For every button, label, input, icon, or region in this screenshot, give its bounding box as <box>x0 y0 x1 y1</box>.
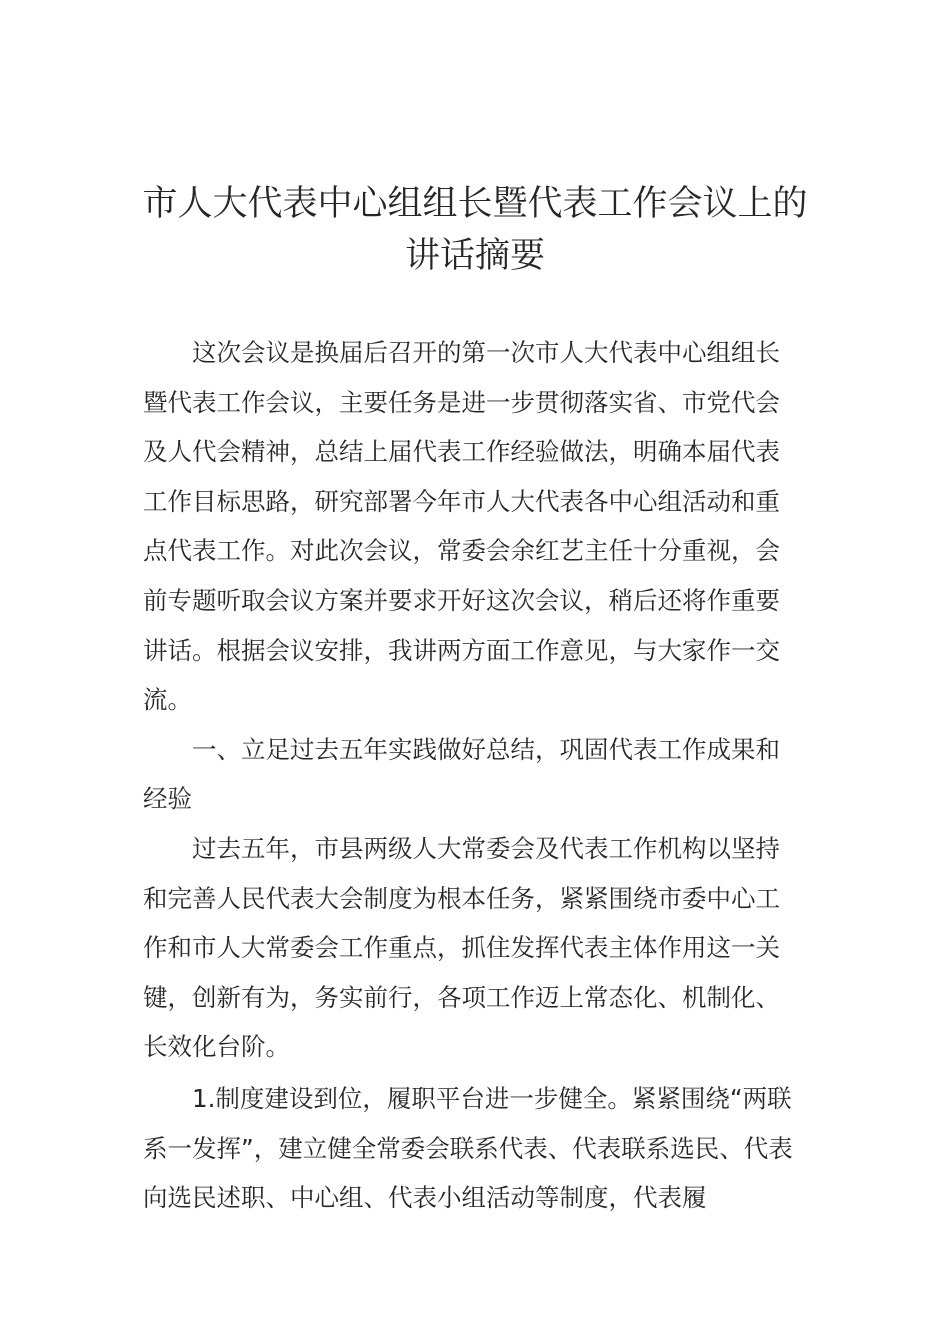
paragraph-item-1: 1.制度建设到位，履职平台进一步健全。紧紧围绕“两联系一发挥”，建立健全常委会联系代表、代表联系选民、代表向选民述职、中心组、代表小组活动等制度，代表履 <box>143 1083 793 1213</box>
document-body <box>143 328 798 1223</box>
document-title: 市人大代表中心组组长暨代表工作会议上的讲话摘要 <box>142 184 808 276</box>
paragraph-intro: 这次会议是换届后召开的第一次市人大代表中心组组长暨代表工作会议，主要任务是进一步贯彻落实省、市党代会及人代会精神，总结上届代表工作经验做法，明确本届代表工作目标思路，研究部署今年市人大代表各中心组活动和重点代表工作。对此次会议，常委会余红艺主任十分重视，会前专题听取会议方案并要求开好这次会议，稍后还将作重要讲话。根据会议安排，我讲两方面工作意见，与大家作一交流。 <box>143 338 780 715</box>
paragraph-review: 过去五年，市县两级人大常委会及代表工作机构以坚持和完善人民代表大会制度为根本任务，紧紧围绕市委中心工作和市人大常委会工作重点，抓住发挥代表主体作用这一关键，创新有为，务实前行，各项工作迈上常态化、机制化、长效化台阶。 <box>143 833 780 1062</box>
section-heading-1: 一、立足过去五年实践做好总结，巩固代表工作成果和经验 <box>143 734 780 814</box>
